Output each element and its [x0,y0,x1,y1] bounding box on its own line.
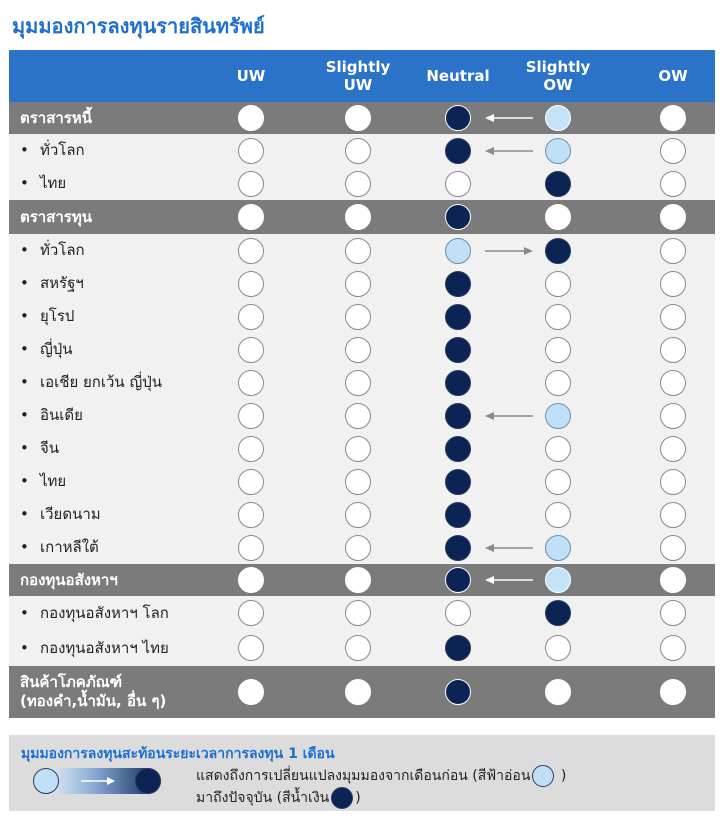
subcategory-row [9,366,715,399]
page-title: มุมมองการลงทุนรายสินทรัพย์ [12,14,265,38]
rating-circle-neutral-dark [445,535,471,561]
rating-circle-ow-empty [660,469,686,495]
row-label-text: เวียดนาม [40,505,101,523]
row-label-text: กองทุนอสังหาฯ [20,570,118,589]
row-label-text: เกาหลีใต้ [40,538,99,556]
row-label [20,366,162,399]
rating-circle-ow-empty [660,271,686,297]
row-label-text: จีน [40,439,60,457]
category-row [9,666,715,718]
column-header-slightly-uw: Slightly UW [325,58,391,94]
bullet-icon: • [20,373,29,391]
rating-circle-neutral-dark [445,204,471,230]
arrow-left-icon [479,574,539,586]
rating-circle-slightly-ow-empty [545,337,571,363]
dark-blue-circle-icon [331,787,353,809]
row-label [20,465,66,498]
rating-circle-ow-empty [660,635,686,661]
row-label [20,666,166,718]
rating-circle-slightly-uw-empty [345,600,371,626]
legend-gradient-bar [33,768,161,794]
subcategory-row [9,167,715,200]
bullet-icon: • [20,241,29,259]
rating-circle-slightly-ow-empty [545,469,571,495]
subcategory-row [9,333,715,366]
rating-circle-uw-empty [238,502,264,528]
row-label-text: สหรัฐฯ [40,274,84,292]
arrow-left-icon [479,542,539,554]
legend-current-circle-icon [135,768,161,794]
investment-view-matrix [9,50,715,718]
rating-circle-neutral-light [445,238,471,264]
rating-circle-ow-empty [660,567,686,593]
row-label-text: ไทย [40,472,67,490]
legend-title: มุมมองการลงทุนสะท้อนระยะเวลาการลงทุน 1 เดือน [21,746,335,762]
arrow-right-icon [479,245,539,257]
rating-circle-uw-empty [238,171,264,197]
rating-circle-ow-empty [660,138,686,164]
rating-circle-slightly-uw-empty [345,403,371,429]
rating-circle-slightly-uw-empty [345,105,371,131]
row-label-text: สินค้าโภคภัณฑ์ (ทองคำ,น้ำมัน, อื่น ๆ) [20,673,167,710]
rating-circle-neutral-dark [445,138,471,164]
rating-circle-slightly-uw-empty [345,679,371,705]
matrix-body [9,102,715,718]
rating-circle-slightly-ow-empty [545,679,571,705]
subcategory-row [9,465,715,498]
rating-circle-slightly-ow-light [545,567,571,593]
rating-circle-uw-empty [238,337,264,363]
rating-circle-ow-empty [660,436,686,462]
row-label [20,399,83,432]
arrow-left-icon [479,112,539,124]
row-label-text: ตราสารหนี้ [20,108,92,127]
rating-circle-neutral-dark [445,304,471,330]
row-label-text: กองทุนอสังหาฯ โลก [40,603,169,622]
rating-circle-slightly-ow-empty [545,304,571,330]
row-label-text: ยุโรป [40,307,75,325]
rating-circle-slightly-uw-empty [345,337,371,363]
rating-circle-slightly-uw-empty [345,635,371,661]
rating-circle-neutral-dark [445,337,471,363]
bullet-icon: • [20,174,29,192]
rating-circle-uw-empty [238,567,264,593]
row-label [20,102,92,134]
rating-circle-uw-empty [238,204,264,230]
rating-circle-neutral-dark [445,370,471,396]
bullet-icon: • [20,603,29,622]
rating-circle-slightly-uw-empty [345,271,371,297]
rating-circle-uw-empty [238,403,264,429]
rating-circle-uw-empty [238,469,264,495]
row-label [20,300,74,333]
row-label-text: ทั่วโลก [40,141,85,159]
rating-circle-uw-empty [238,271,264,297]
rating-circle-slightly-ow-dark [545,600,571,626]
column-header-ow: OW [658,67,688,85]
bullet-icon: • [20,274,29,292]
column-header-slightly-ow: Slightly OW [525,58,591,94]
rating-circle-ow-empty [660,535,686,561]
category-row [9,564,715,596]
row-label [20,167,66,200]
rating-circle-neutral-dark [445,403,471,429]
rating-circle-uw-empty [238,105,264,131]
rating-circle-slightly-uw-empty [345,502,371,528]
arrow-left-icon [479,410,539,422]
rating-circle-uw-empty [238,304,264,330]
rating-circle-slightly-ow-light [545,105,571,131]
subcategory-row [9,300,715,333]
row-label [20,564,118,596]
rating-circle-slightly-uw-empty [345,469,371,495]
arrow-left-icon [479,145,539,157]
subcategory-row [9,596,715,630]
rating-circle-neutral-dark [445,436,471,462]
legend-close-1: ) [560,768,567,784]
subcategory-row [9,234,715,267]
bullet-icon: • [20,638,29,657]
legend-description [196,765,566,809]
rating-circle-ow-empty [660,679,686,705]
row-label [20,333,73,366]
rating-circle-ow-empty [660,403,686,429]
legend-box [9,735,715,811]
row-label [20,630,169,666]
legend-close-2: ) [355,790,361,806]
bullet-icon: • [20,340,29,358]
category-row [9,102,715,134]
bullet-icon: • [20,141,29,159]
rating-circle-ow-empty [660,337,686,363]
rating-circle-uw-empty [238,600,264,626]
row-label [20,234,85,267]
rating-circle-slightly-uw-empty [345,171,371,197]
rating-circle-uw-empty [238,238,264,264]
legend-line-1: แสดงถึงการเปลี่ยนแปลงมุมมองจากเดือนก่อน (สีฟ้าอ่อน [196,768,531,784]
rating-circle-ow-empty [660,370,686,396]
legend-line-2: มาถึงปัจจุบัน (สีน้ำเงิน [196,790,330,806]
subcategory-row [9,134,715,167]
rating-circle-slightly-ow-light [545,403,571,429]
row-label [20,498,101,531]
rating-circle-neutral-empty [445,600,471,626]
bullet-icon: • [20,439,29,457]
rating-circle-ow-empty [660,502,686,528]
rating-circle-neutral-dark [445,105,471,131]
rating-circle-ow-empty [660,304,686,330]
rating-circle-slightly-uw-empty [345,304,371,330]
rating-circle-slightly-ow-dark [545,171,571,197]
rating-circle-slightly-uw-empty [345,370,371,396]
row-label-text: กองทุนอสังหาฯ ไทย [40,638,169,657]
rating-circle-neutral-dark [445,271,471,297]
subcategory-row [9,498,715,531]
rating-circle-neutral-empty [445,171,471,197]
rating-circle-neutral-dark [445,502,471,528]
bullet-icon: • [20,406,29,424]
legend-previous-circle-icon [33,768,59,794]
legend-arrow-icon [81,776,115,786]
rating-circle-uw-empty [238,138,264,164]
rating-circle-slightly-ow-dark [545,238,571,264]
rating-circle-slightly-ow-light [545,535,571,561]
row-label-text: ไทย [40,174,67,192]
rating-circle-slightly-ow-empty [545,370,571,396]
rating-circle-uw-empty [238,635,264,661]
rating-circle-ow-empty [660,238,686,264]
rating-circle-slightly-ow-empty [545,204,571,230]
rating-circle-slightly-ow-empty [545,271,571,297]
rating-circle-uw-empty [238,370,264,396]
bullet-icon: • [20,472,29,490]
rating-circle-ow-empty [660,105,686,131]
row-label [20,596,169,630]
row-label [20,531,99,564]
category-row [9,200,715,234]
subcategory-row [9,432,715,465]
row-label [20,134,85,167]
rating-circle-slightly-uw-empty [345,436,371,462]
rating-circle-slightly-ow-empty [545,635,571,661]
row-label [20,200,92,234]
subcategory-row [9,399,715,432]
column-header-uw: UW [236,67,266,85]
row-label [20,267,84,300]
rating-circle-ow-empty [660,600,686,626]
row-label [20,432,59,465]
matrix-header [9,50,715,102]
light-blue-circle-icon [532,765,554,787]
rating-circle-slightly-uw-empty [345,238,371,264]
rating-circle-uw-empty [238,535,264,561]
rating-circle-uw-empty [238,436,264,462]
rating-circle-slightly-uw-empty [345,535,371,561]
subcategory-row [9,267,715,300]
rating-circle-ow-empty [660,171,686,197]
rating-circle-slightly-ow-empty [545,436,571,462]
rating-circle-slightly-uw-empty [345,138,371,164]
bullet-icon: • [20,538,29,556]
row-label-text: ทั่วโลก [40,241,85,259]
row-label-text: เอเชีย ยกเว้น ญี่ปุ่น [40,373,162,391]
rating-circle-slightly-ow-light [545,138,571,164]
rating-circle-slightly-uw-empty [345,567,371,593]
row-label-text: ตราสารทุน [20,207,92,226]
rating-circle-neutral-dark [445,635,471,661]
rating-circle-neutral-dark [445,567,471,593]
rating-circle-ow-empty [660,204,686,230]
rating-circle-slightly-uw-empty [345,204,371,230]
subcategory-row [9,531,715,564]
rating-circle-uw-empty [238,679,264,705]
rating-circle-neutral-dark [445,469,471,495]
subcategory-row [9,630,715,666]
column-header-neutral: Neutral [426,67,490,85]
rating-circle-neutral-dark [445,679,471,705]
row-label-text: ญี่ปุ่น [40,340,73,358]
row-label-text: อินเดีย [40,406,83,424]
bullet-icon: • [20,307,29,325]
rating-circle-slightly-ow-empty [545,502,571,528]
bullet-icon: • [20,505,29,523]
